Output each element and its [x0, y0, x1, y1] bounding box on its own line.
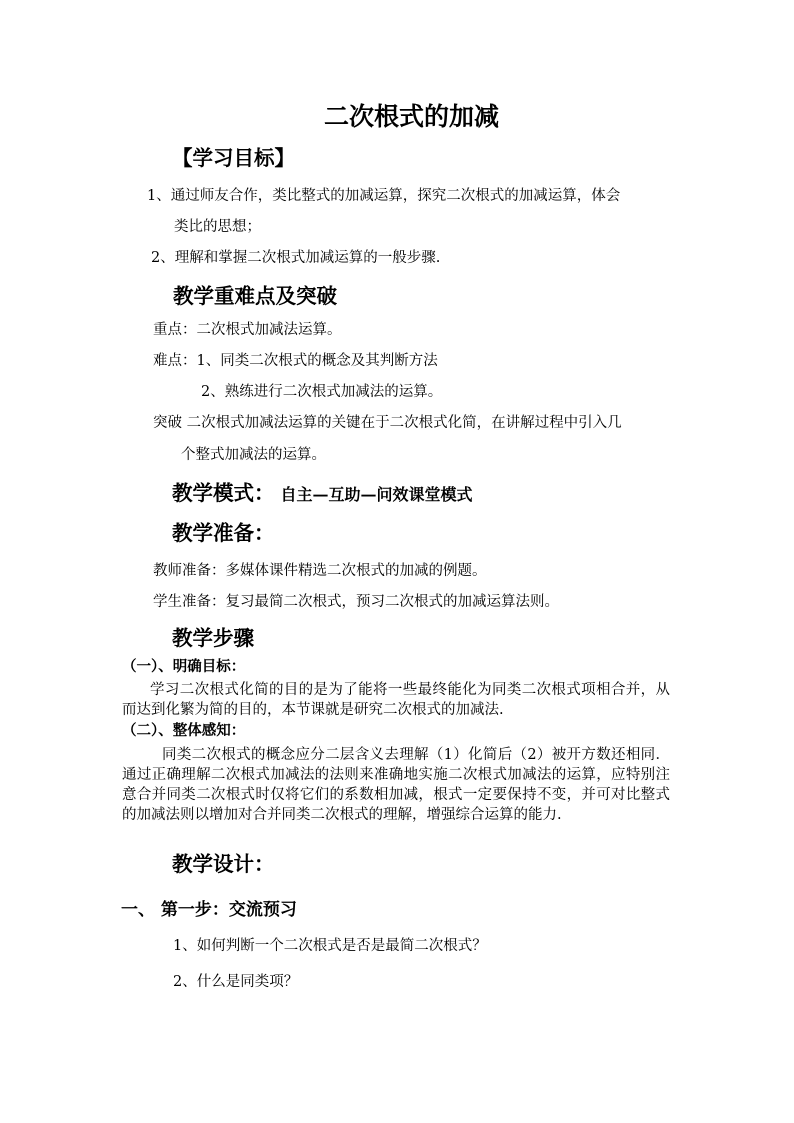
objective-2: 2、理解和掌握二次根式加减运算的一般步骤. — [151, 250, 441, 266]
objective-1-line-2: 类比的思想； — [174, 219, 261, 235]
step-2-body — [122, 745, 670, 825]
step-2-paragraph: 同类二次根式的概念应分二层含义去理解（1）化简后（2）被开方数还相同．通过正确理解二次根式加减法的法则来准确地实施二次根式加减法的运算，应特别注意合并同类二次根式时仅将它们的系数相加减，根式一定要保持不变，并可对比整式的加减法则以增加对合并同类二次根式的理解，增强综合运算的能力. — [122, 747, 670, 823]
step-1-title: （一）、明确目标： — [122, 658, 246, 675]
mode-value: 自主—互助—问效课堂模式 — [280, 485, 473, 504]
mode-line — [172, 479, 473, 509]
teacher-preparation: 教师准备：多媒体课件精选二次根式的加减的例题。 — [153, 563, 487, 579]
objectives-heading: 【学习目标】 — [172, 146, 295, 170]
question-2: 2、什么是同类项？ — [173, 974, 299, 990]
steps-heading: 教学步骤 — [172, 626, 254, 650]
step-1-body — [122, 680, 670, 720]
step-1-paragraph: 学习二次根式化简的目的是为了能将一些最终能化为同类二次根式项相合并，从而达到化繁为简的目的，本节课就是研究二次根式的加减法. — [122, 682, 670, 718]
mode-heading: 教学模式： — [172, 481, 275, 505]
focus-text: 重点：二次根式加减法运算。 — [153, 322, 342, 338]
student-preparation: 学生准备：复习最简二次根式，预习二次根式的加减运算法则。 — [153, 594, 559, 610]
question-1: 1、如何判断一个二次根式是否是最简二次根式？ — [173, 938, 487, 954]
difficulty-1: 难点：1、同类二次根式的概念及其判断方法 — [153, 353, 438, 369]
design-step-1-title: 一、 第一步：交流预习 — [121, 900, 297, 920]
page-title: 二次根式的加减 — [324, 102, 500, 131]
breakthrough-line-2: 个整式加减法的运算。 — [181, 447, 326, 463]
step-2-title: （二）、整体感知： — [122, 722, 246, 739]
design-heading: 教学设计： — [172, 852, 275, 876]
breakthrough-line-1: 突破 二次根式加减法运算的关键在于二次根式化简，在讲解过程中引入几 — [153, 415, 622, 431]
key-points-heading: 教学重难点及突破 — [173, 284, 337, 308]
difficulty-2: 2、熟练进行二次根式加减法的运算。 — [201, 384, 443, 400]
objective-1-line-1: 1、通过师友合作，类比整式的加减运算，探究二次根式的加减运算，体会 — [147, 188, 621, 204]
preparation-heading: 教学准备： — [172, 521, 275, 545]
